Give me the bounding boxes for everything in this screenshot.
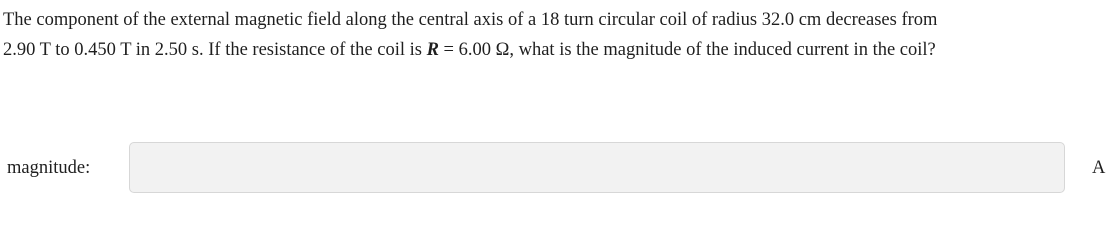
question-text — [3, 5, 1115, 65]
magnitude-input[interactable] — [129, 142, 1065, 193]
question-line-2-end: = 6.00 Ω, what is the magnitude of the induced current in the coil? — [438, 40, 936, 60]
question-line-2-start: 2.90 T to 0.450 T in 2.50 s. If the resistance of the coil is — [3, 40, 427, 60]
question-line-1: The component of the external magnetic field along the central axis of a 18 turn circular coil of radius 32.0 cm decreases from — [3, 10, 938, 30]
resistance-variable: R — [426, 40, 439, 60]
unit-label: A — [1092, 158, 1106, 178]
question-line-2 — [3, 35, 1115, 65]
magnitude-label: magnitude: — [7, 158, 91, 178]
answer-row — [0, 142, 1118, 194]
